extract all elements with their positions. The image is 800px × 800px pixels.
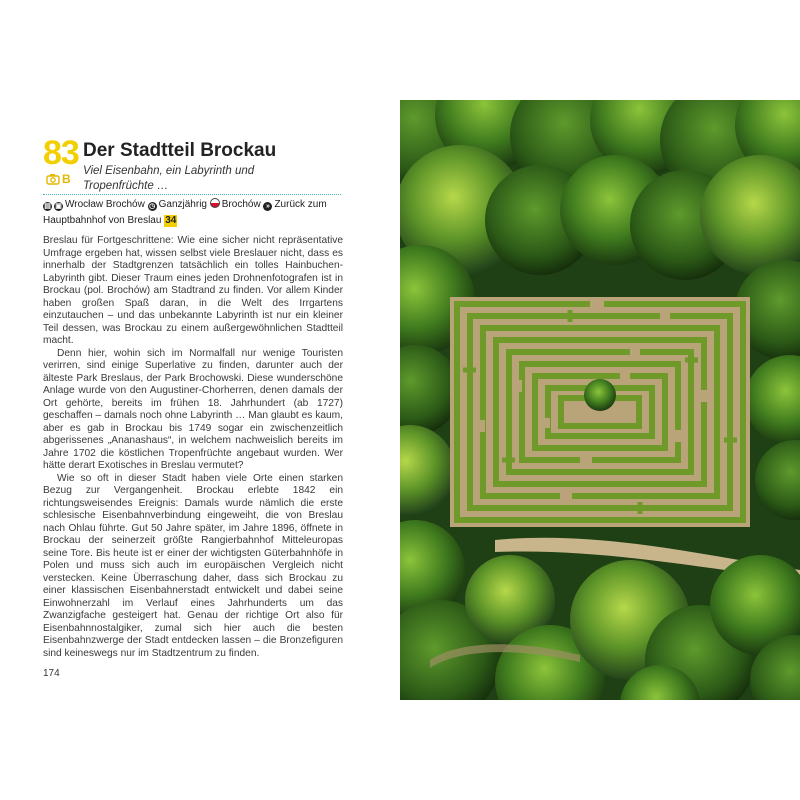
metro-icon: ▣ xyxy=(55,203,62,210)
page-number: 174 xyxy=(43,668,60,679)
return-text: Zurück zum Hauptbahnhof von Breslau xyxy=(43,199,327,226)
map-ref-letter: B xyxy=(62,172,71,186)
entry-subtitle: Viel Eisenbahn, ein Labyrinth und Tropenfrüchte … xyxy=(83,165,255,192)
entry-number: 83 xyxy=(43,134,79,172)
dotted-divider xyxy=(43,194,341,195)
map-reference xyxy=(46,172,71,186)
maze xyxy=(450,297,750,527)
paragraph: Wie so oft in dieser Stadt haben viele Orte einen starken Bezug zur Vergangenheit. Brockau erlebte 1842 ein richtungsweisendes Ereignis: Damals wurde nämlich die erste schlesische Eisenbahnverbindung eingeweiht, die von Breslau nach Ohlau führte. Gut 50 Jahre später, im Jahre 1896, öffnete in Brockau der seinerzeit größte Rangierbahnhof Mitteleuropas seine Tore. Bis heute ist er einer der wichtigsten Güterbahnhöfe in Polen und muss sich auch im europäischen Vergleich nicht verstecken. Keine Überraschung daher, dass sich Brockau zu einer klassischen Eisenbahnerstadt entwickelt und dabei seine Einwohnerzahl im Verlauf eines Jahrhunderts um das Zwanzigfache gesteigert hat. Genau der richtige Ort also für Eisenbahnnostalgiker, zumal sich hier auch die besten Eisenbahnzwerge der Stadt entdecken lassen – die Bronzefiguren sind keineswegs nur im Stadtzentrum zu finden. xyxy=(43,472,343,659)
double-chevron-icon: » xyxy=(263,202,272,211)
paragraph: Denn hier, wohin sich im Normalfall nur wenige Touristen verirren, sind einige Superlative zu finden, darunter auch der älteste Park Breslaus, der Park Brochowski. Diese wunderschöne Anlage wurde von den Augustiner-Chorherren, denen damals der Ort gehörte, bereits im frühen 18. Jahrhundert (ab 1727) geschaffen – damals noch ohne Labyrinth … Man glaubt es kaum, aber es gab in Brockau bis 1749 sogar ein zwischenzeitlich abgerissenes „Ananashaus“, in welchem nachweislich bereits im Jahre 1702 die köstlichen Tropenfrüchte angebaut wurden. Wer hätte derart Exotisches in Breslau vermutet? xyxy=(43,347,343,471)
season: Ganzjährig xyxy=(158,199,207,210)
clock-icon: ◷ xyxy=(149,203,156,210)
polish-flag-icon xyxy=(210,198,220,208)
body-text xyxy=(43,235,343,660)
station-2: Brochów xyxy=(221,199,261,210)
entry-title: Der Stadtteil Brockau xyxy=(83,140,277,161)
train-icon: ▤ xyxy=(44,203,51,210)
return-reference-badge: 34 xyxy=(165,215,177,226)
info-bar xyxy=(43,197,343,229)
paragraph: Breslau für Fortgeschrittene: Wie eine sicher nicht repräsentative Umfrage ergeben hat, wissen selbst viele Breslauer nicht, dass es innerhalb der Stadtgrenzen tatsächlich ein tolles Hainbuchen-Labyrinth gibt. Dieser Traum eines jeden Drohnenfotografen ist in Brockau (pol. Brochów) am Stadtrand zu finden. Vor allem Kinder haben großen Spaß daran, in die Welt des Irrgartens einzutauchen – und das unbekannte Labyrinth ist nur ein kleiner Teil dessen, was Brockau zu einem außergewöhnlichen Stadtteil macht. xyxy=(43,235,343,346)
maze-aerial-photo xyxy=(400,100,800,700)
photo-illustration xyxy=(400,100,800,700)
station-1: Wrocław Brochów xyxy=(65,199,145,210)
camera-icon xyxy=(46,173,60,185)
